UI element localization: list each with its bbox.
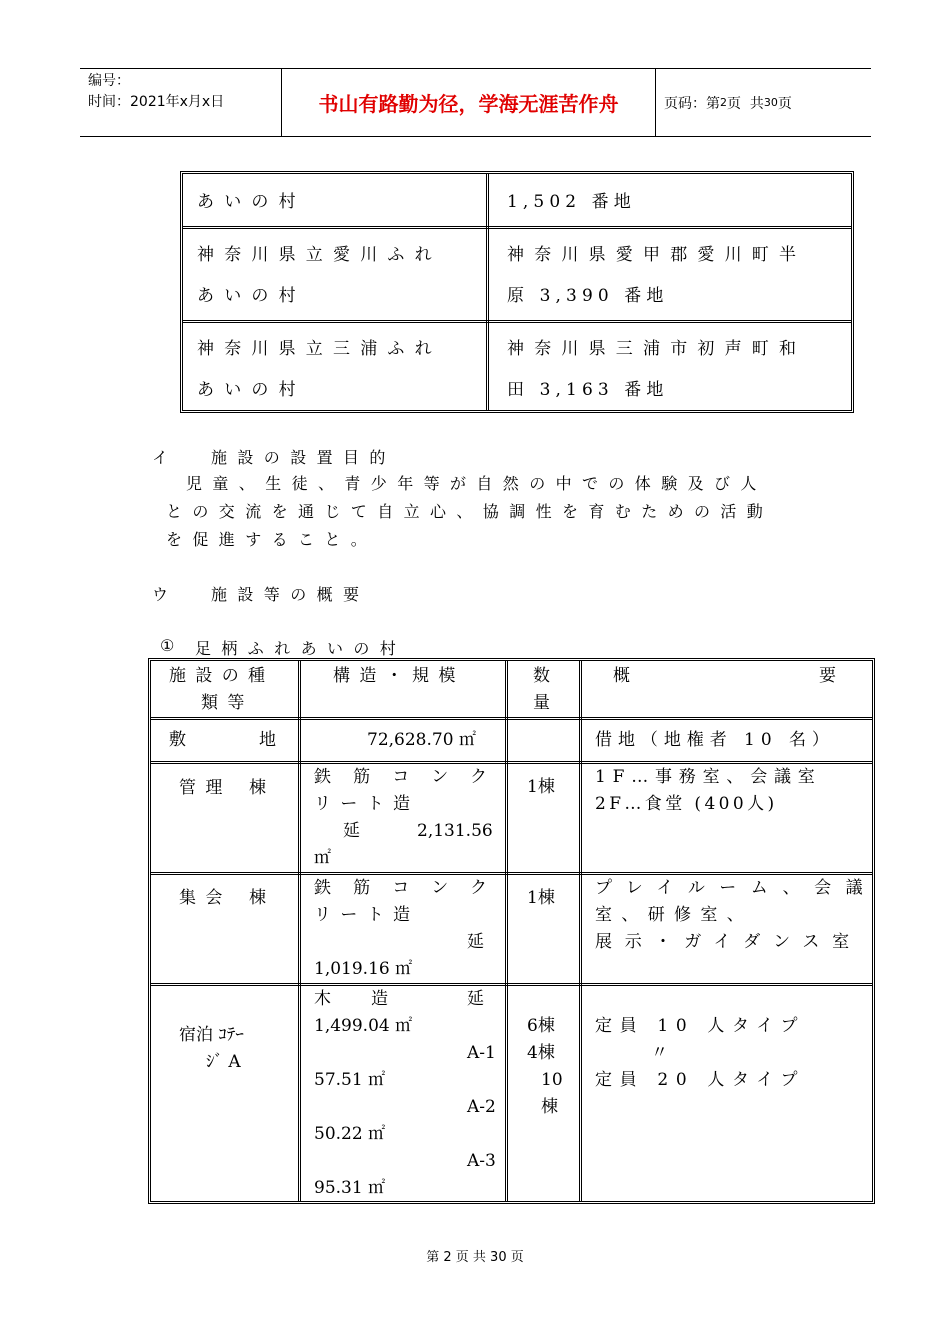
site-area: 72,628.70 xyxy=(367,730,454,750)
subsection-mark: ① xyxy=(160,636,175,655)
section-mark: イ xyxy=(152,448,169,467)
row-outline: 借地（地権者 10 名） xyxy=(595,730,835,750)
page-footer: 第 2 页 共 30 页 xyxy=(426,1250,524,1265)
facility-address-table xyxy=(180,171,854,413)
row-type: 地 xyxy=(259,730,276,750)
row-type: 敷 xyxy=(169,730,186,750)
page-number: 2 xyxy=(720,96,727,109)
row-type: 棟 xyxy=(249,888,266,908)
row-outline: 2F…食堂 (400人) xyxy=(595,794,778,814)
page-total: 30 xyxy=(763,96,778,109)
table-divider xyxy=(151,717,872,720)
subsection-title: 足柄ふれあいの村 xyxy=(195,639,407,658)
row-type: 棟 xyxy=(249,778,266,798)
facility-name: 神奈川県立三浦ふれ xyxy=(197,339,442,359)
area-unit: ㎡ xyxy=(395,1016,413,1036)
row-outline: 定員 10 人タイプ xyxy=(595,1016,806,1036)
row-quantity: 10 xyxy=(541,1070,563,1090)
facility-address: 1,502 番地 xyxy=(507,192,636,212)
body-text: を促進すること。 xyxy=(166,530,378,549)
row-outline: 1F…事務室、会議室 xyxy=(595,767,822,787)
facility-detail-table xyxy=(148,658,878,1204)
table-divider xyxy=(505,661,508,1201)
header-structure: 構造・規模 xyxy=(333,666,465,686)
header-type: 施設の種 xyxy=(169,666,275,686)
table-divider xyxy=(486,174,489,410)
table-divider xyxy=(151,983,872,986)
row-structure xyxy=(314,1067,385,1094)
header-type: 類等 xyxy=(201,693,254,713)
table-divider xyxy=(579,661,582,1201)
facility-address: 神奈川県三浦市初声町和 xyxy=(507,339,807,359)
row-structure xyxy=(314,1013,412,1040)
header-motto: 书山有路勤为径，学海无涯苦作舟 xyxy=(318,92,619,116)
structure-label: 延 xyxy=(467,932,484,952)
row-outline: 展示・ガイダンス室 xyxy=(595,932,862,952)
cottage-type-label: A-2 xyxy=(467,1097,496,1117)
table-divider xyxy=(183,320,851,323)
row-structure xyxy=(314,1121,385,1148)
table-divider xyxy=(183,226,851,229)
structure-material: 木 xyxy=(314,989,331,1009)
structure-label: 延 xyxy=(467,989,484,1009)
row-quantity: 1棟 xyxy=(527,888,555,908)
area-unit: ㎡ xyxy=(458,730,476,750)
row-type: ｼﾞ A xyxy=(206,1052,241,1072)
area-unit: ㎡ xyxy=(368,1124,386,1144)
page-mid: 页 共 xyxy=(727,95,764,112)
header-divider xyxy=(655,69,656,136)
area-unit: ㎡ xyxy=(368,1070,386,1090)
area-unit: ㎡ xyxy=(368,1178,386,1198)
row-structure: リート造 xyxy=(314,905,420,925)
row-quantity: 6棟 xyxy=(527,1016,555,1036)
row-outline: 室、研修室、 xyxy=(595,905,754,925)
row-outline: プレイルーム、会議 xyxy=(595,878,878,898)
serial-label: 编号： xyxy=(88,73,130,89)
body-text: 児童、生徒、青少年等が自然の中での体験及び人 xyxy=(186,474,767,493)
section-mark: ウ xyxy=(152,585,169,604)
header-page-info xyxy=(664,69,792,136)
row-quantity: 1棟 xyxy=(527,777,555,797)
facility-address: 田 3,163 番地 xyxy=(507,380,669,400)
header-outline: 要 xyxy=(819,666,836,686)
structure-area: 2,131.56 xyxy=(417,821,493,841)
structure-area: 95.31 xyxy=(314,1178,363,1198)
row-structure: 鉄筋コンク xyxy=(314,878,510,898)
row-type: 集会 xyxy=(179,888,232,908)
area-unit: ㎡ xyxy=(395,959,413,979)
structure-area: 57.51 xyxy=(314,1070,363,1090)
structure-material: 造 xyxy=(371,989,388,1009)
facility-name: あいの村 xyxy=(197,192,306,212)
facility-address: 神奈川県愛甲郡愛川町半 xyxy=(507,245,807,265)
row-quantity: 棟 xyxy=(541,1097,558,1117)
row-quantity: 4棟 xyxy=(527,1043,555,1063)
cottage-type-label: A-3 xyxy=(467,1151,496,1171)
section-heading: 施設の設置目的 xyxy=(211,448,396,467)
cottage-type-label: A-1 xyxy=(467,1043,496,1063)
row-structure: リート造 xyxy=(314,794,420,814)
row-type: 管理 xyxy=(179,778,232,798)
row-structure: 鉄筋コンク xyxy=(314,767,510,787)
row-outline: 〃 xyxy=(651,1043,668,1063)
row-structure xyxy=(367,727,476,754)
header-quantity: 数 xyxy=(533,666,550,686)
page-suffix: 页 xyxy=(777,95,792,112)
body-text: との交流を通じて自立心、協調性を育むための活動 xyxy=(166,502,774,521)
row-type: 宿泊 ｺﾃｰ xyxy=(179,1025,244,1045)
structure-label: 延 xyxy=(343,821,360,841)
table-divider xyxy=(298,661,301,1201)
row-outline: 定員 20 人タイプ xyxy=(595,1070,806,1090)
header-quantity: 量 xyxy=(533,693,550,713)
facility-address: 原 3,390 番地 xyxy=(507,286,669,306)
row-structure xyxy=(314,956,412,983)
row-structure xyxy=(314,1175,385,1202)
structure-area: 1,499.04 xyxy=(314,1016,390,1036)
structure-area: 1,019.16 xyxy=(314,959,390,979)
facility-name: 神奈川県立愛川ふれ xyxy=(197,245,442,265)
structure-area: 50.22 xyxy=(314,1124,363,1144)
header-meta xyxy=(88,71,283,113)
area-unit: ㎡ xyxy=(314,848,331,868)
page-prefix: 页码：第 xyxy=(664,95,720,112)
facility-name: あいの村 xyxy=(197,286,306,306)
section-heading: 施設等の概要 xyxy=(211,585,370,604)
facility-name: あいの村 xyxy=(197,380,306,400)
date-label: 时间：2021年x月x日 xyxy=(88,94,225,110)
header-outline: 概 xyxy=(613,666,630,686)
page-header xyxy=(80,68,871,137)
